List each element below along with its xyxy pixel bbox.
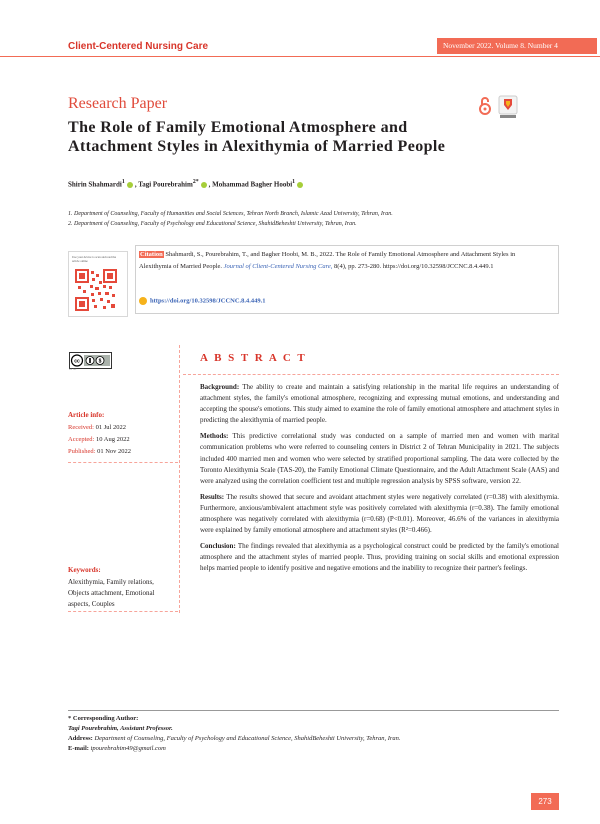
article-type: Research Paper xyxy=(68,95,168,112)
abstract-heading: A B S T R A C T xyxy=(200,352,307,364)
header-rule xyxy=(0,56,600,57)
article-info-heading: Article info: xyxy=(68,411,105,419)
abstract-methods: Methods: This predictive correlational study was conducted on a sample of married men and women with marital communication problems who were referred to counseling centers in District 2 of Tehran Municipality in 2021. The subjects included 400 married men and women who were selected by stratified proportional sampling. The data were collected by the Toronto Alexithymia Scale (TAS-20), the Family Emotional Climate Questionnaire, and the Adult Attachment Scale (AAS) and were analyzed using the correlation coefficient test and multiple regression analysis by SPSS software, version 22. xyxy=(200,432,560,485)
corresponding-heading: * Corresponding Author: xyxy=(68,715,139,722)
corresponding-address: Department of Counseling, Faculty of Psychology and Educational Science, ShahidBeheshti University, Tehran, Iran. xyxy=(94,735,401,742)
article-info: Received: 01 Jul 2022 Accepted: 10 Aug 2022 Published: 01 Nov 2022 xyxy=(68,424,132,455)
author-list: Shirin Shahmardi$^1$ , Tagi Pourebrahim$^{2*}$ , Mohammad Bagher Hoobi$^1$ xyxy=(68,179,305,188)
abstract-rule xyxy=(183,374,559,375)
corresponding-name: Tagi Pourebrahim, Assistant Professor. xyxy=(68,725,173,732)
qr-code[interactable] xyxy=(74,268,118,312)
citation-tag: Citation xyxy=(140,251,163,258)
keywords-heading: Keywords: xyxy=(68,566,101,574)
info-rule xyxy=(68,462,178,463)
cc-license-text: BY NC xyxy=(69,368,77,371)
open-access-icon xyxy=(478,96,492,116)
corresponding-email[interactable]: tpourebrahim49@gmail.com xyxy=(90,745,166,752)
affiliations xyxy=(68,209,393,229)
abstract-results: Results: The results showed that secure and avoidant attachment styles were negatively correlated (r=0.38) with alexithymia. Furthermore, anxious/ambivalent attachment style was positively correlated with alexithymia (r=0.38). The family emotional atmosphere was negatively correlated with alexithymia (r=0.68) (P<0.01). Moreover, 46.6% of the variances in alexithymia were explained by family emotional atmosphere and attachment styles (R²=0.466). xyxy=(200,492,560,535)
abstract-background: Background: The ability to create and maintain a satisfying relationship in the marital life requires an understanding of attachment styles, the family's emotional atmosphere, recognizing and expressing mutual emotions, and understanding and accepting the spouse's emotions. This study aimed to examine the role of family emotional atmosphere and attachment styles in predicting the alexithymia of married people. xyxy=(200,383,560,425)
orcid-icon[interactable] xyxy=(127,182,133,188)
crossmark-icon[interactable] xyxy=(498,95,518,119)
doi-icon xyxy=(139,297,147,305)
corresponding-author: * Corresponding Author: Tagi Pourebrahim, Assistant Professor. Address: Department of Counseling, Faculty of Psychology and Educational Science, ShahidBeheshti University, Tehran, Iran. E-mail: tpourebrahim49@gmail.com xyxy=(68,715,401,752)
keywords: Alexithymia, Family relations, Objects attachment, Emotional aspects, Couples xyxy=(68,578,155,608)
doi-line xyxy=(139,297,266,305)
doi-link[interactable]: https://doi.org/10.32598/JCCNC.8.4.449.1 xyxy=(150,297,266,305)
orcid-icon[interactable] xyxy=(297,182,303,188)
column-divider xyxy=(179,345,180,613)
published-date: 01 Nov 2022 xyxy=(97,448,132,455)
qr-label: Use your device to scan and read the article online xyxy=(72,255,117,263)
page-number: 273 xyxy=(531,793,559,810)
citation-text: Citation Shahmardi, S., Pourebrahim, T., and Bagher Hoobi, M. B., 2022. The Role of Family Emotional Atmosphere and Attachment Styles in Alexithymia of Married People. Journal of Client-Centered Nursing Care, 8(4), pp. 273-280. https://doi.org/10.32598/JCCNC.8.4.449.1 xyxy=(139,251,516,270)
author-name: Mohammad Bagher Hoobi xyxy=(212,180,293,189)
abstract-conclusion: Conclusion: The findings revealed that alexithymia as a psychological construct could be predicted by the family's emotional atmosphere and the attachment styles of married people. Thus, providing training on social skills and emotional expression helps married people to identify positive and negative emotions and the inability to recognize their partner's feelings. xyxy=(200,542,559,573)
received-date: 01 Jul 2022 xyxy=(95,424,126,431)
svg-text:$: $ xyxy=(98,358,102,365)
affiliation-2: 2. Department of Counseling, Faculty of Psychology and Educational Science, ShahidBeheshti University, Tehran, Iran. xyxy=(68,221,357,227)
corresponding-rule xyxy=(68,710,559,711)
article-title: The Role of Family Emotional Atmosphere and Attachment Styles in Alexithymia of Married People xyxy=(68,119,446,155)
journal-name: Client-Centered Nursing Care xyxy=(68,41,209,52)
affiliation-1: 1. Department of Counseling, Faculty of Humanities and Social Sciences, Tehran North Branch, Islamic Azad University, Tehran, Iran. xyxy=(68,211,393,217)
orcid-icon[interactable] xyxy=(201,182,207,188)
svg-text:cc: cc xyxy=(74,358,80,365)
accepted-date: 10 Aug 2022 xyxy=(95,436,130,443)
citation-journal-link[interactable]: Journal of Client-Centered Nursing Care, xyxy=(223,263,333,270)
abstract-body xyxy=(200,382,559,580)
keywords-rule xyxy=(68,611,178,612)
author-name: Tagi Pourebrahim xyxy=(138,180,193,189)
issue-info: November 2022. Volume 8. Number 4 xyxy=(437,38,597,54)
cc-license-icon[interactable] xyxy=(69,352,112,369)
author-name: Shirin Shahmardi xyxy=(68,180,122,189)
